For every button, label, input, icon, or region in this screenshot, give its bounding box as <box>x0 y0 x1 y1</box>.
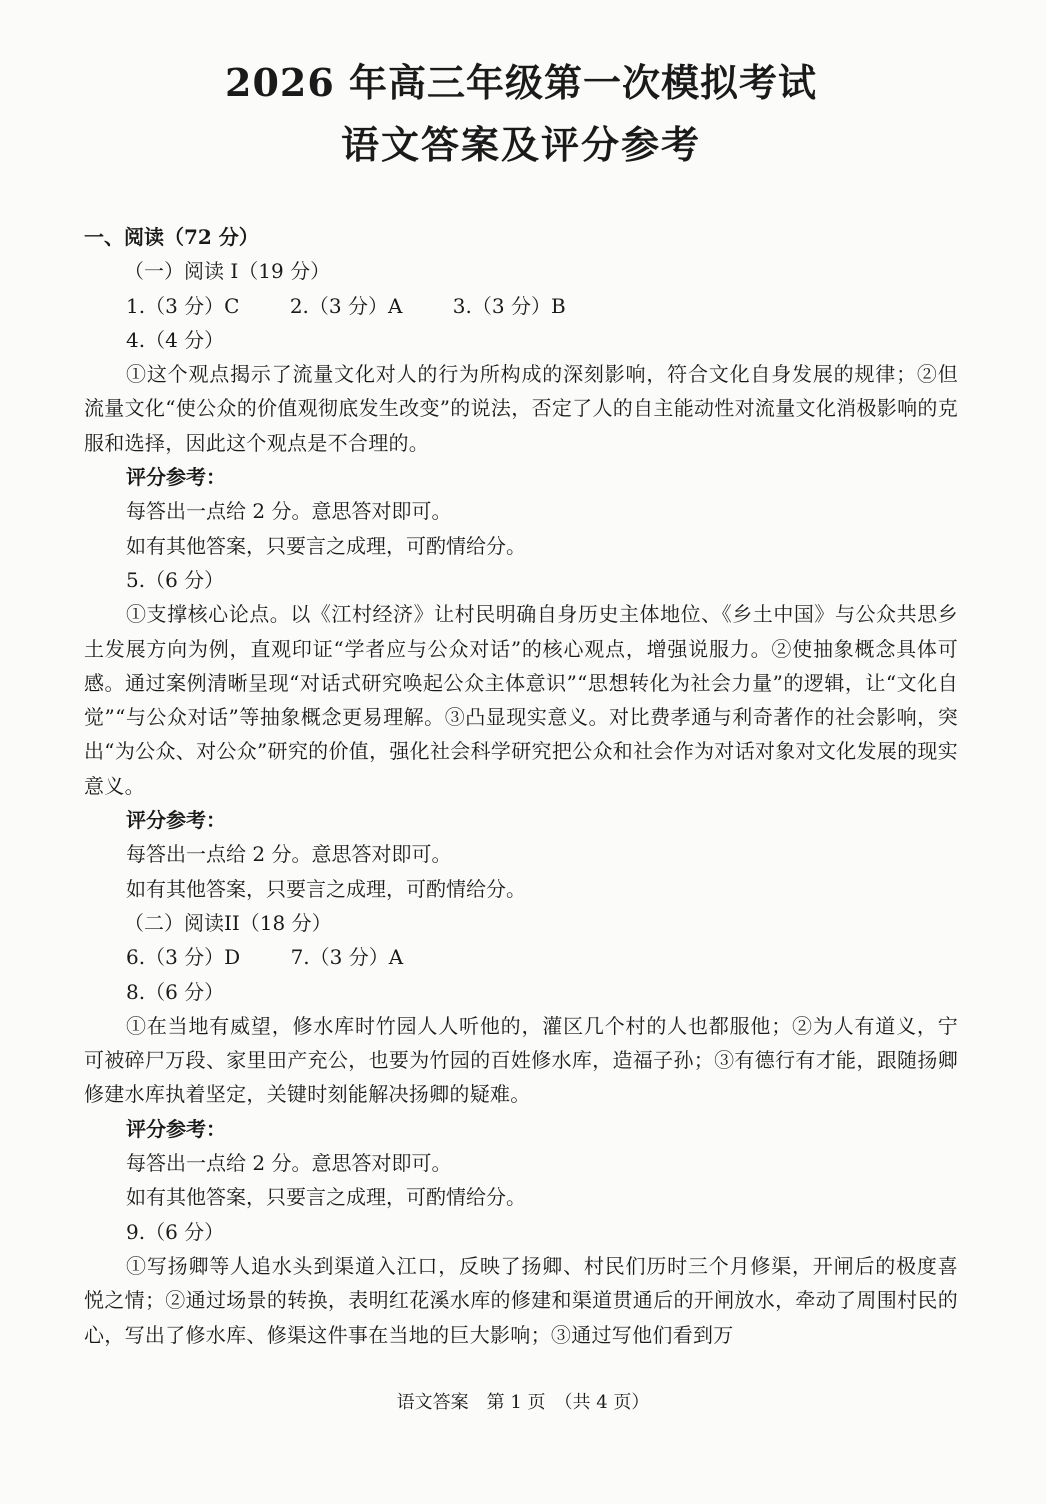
part-heading: （一）阅读 I（19 分） <box>124 259 331 284</box>
question-number: 5.（6 分） <box>126 567 225 592</box>
answer-row <box>84 289 958 323</box>
score-line: 如有其他答案，只要言之成理，可酌情给分。 <box>126 533 526 558</box>
question-number: 4.（4 分） <box>126 327 225 352</box>
page-title: 2026 年高三年级第一次模拟考试 <box>225 60 817 105</box>
question-number: 8.（6 分） <box>126 979 225 1004</box>
score-line: 如有其他答案，只要言之成理，可酌情给分。 <box>126 876 526 901</box>
answer-item: 3.（3 分）B <box>452 293 566 318</box>
answer-text: ①写扬卿等人追水头到渠道入江口，反映了扬卿、村民们历时三个月修渠，开闸后的极度喜悦之情；②通过场景的转换，表明红花溪水库的修建和渠道贯通后的开闸放水，牵动了周围村民的心，写出了修水库、修渠这件事在当地的巨大影响；③通过写他们看到万 <box>84 1253 958 1347</box>
score-label: 评分参考： <box>126 465 226 490</box>
score-label: 评分参考： <box>126 808 226 833</box>
answer-content <box>84 220 958 1352</box>
answer-text: ①在当地有威望，修水库时竹园人人听他的，灌区几个村的人也都服他；②为人有道义，宁可被碎尸万段、家里田产充公，也要为竹园的百姓修水库，造福子孙；③有德行有才能，跟随扬卿修建水库执着坚定，关键时刻能解决扬卿的疑难。 <box>84 1013 958 1107</box>
score-line: 如有其他答案，只要言之成理，可酌情给分。 <box>126 1185 526 1210</box>
answer-row <box>84 940 958 974</box>
answer-item: 1.（3 分）C <box>126 293 240 318</box>
part-heading: （二）阅读II（18 分） <box>124 910 332 935</box>
page-footer: 语文答案 第 1 页 （共 4 页） <box>396 1392 650 1413</box>
section-heading: 一、阅读（72 分） <box>84 225 259 249</box>
page-subtitle: 语文答案及评分参考 <box>340 122 701 167</box>
answer-item: 6.（3 分）D <box>126 945 241 970</box>
question-number: 9.（6 分） <box>126 1219 225 1244</box>
answer-item: 7.（3 分）A <box>290 945 404 970</box>
answer-text: ①这个观点揭示了流量文化对人的行为所构成的深刻影响，符合文化自身发展的规律；②但流量文化“使公众的价值观彻底发生改变”的说法，否定了人的自主能动性对流量文化消极影响的克服和选择，因此这个观点是不合理的。 <box>84 362 958 455</box>
score-line: 每答出一点给 2 分。意思答对即可。 <box>126 842 452 867</box>
answer-text: ①支撑核心论点。以《江村经济》让村民明确自身历史主体地位、《乡土中国》与公众共思乡土发展方向为例，直观印证“学者应与公众对话”的核心观点，增强说服力。②使抽象概念具体可感。通过案例清晰呈现“对话式研究唤起公众主体意识”“思想转化为社会力量”的逻辑，让“文化自觉”“与公众对话”等抽象概念更易理解。③凸显现实意义。对比费孝通与利奇著作的社会影响，突出“为公众、对公众”研究的价值，强化社会科学研究把公众和社会作为对话对象对文化发展的现实意义。 <box>84 602 958 798</box>
score-line: 每答出一点给 2 分。意思答对即可。 <box>126 1151 452 1176</box>
score-label: 评分参考： <box>126 1116 226 1141</box>
score-line: 每答出一点给 2 分。意思答对即可。 <box>126 499 452 524</box>
answer-item: 2.（3 分）A <box>289 293 403 318</box>
